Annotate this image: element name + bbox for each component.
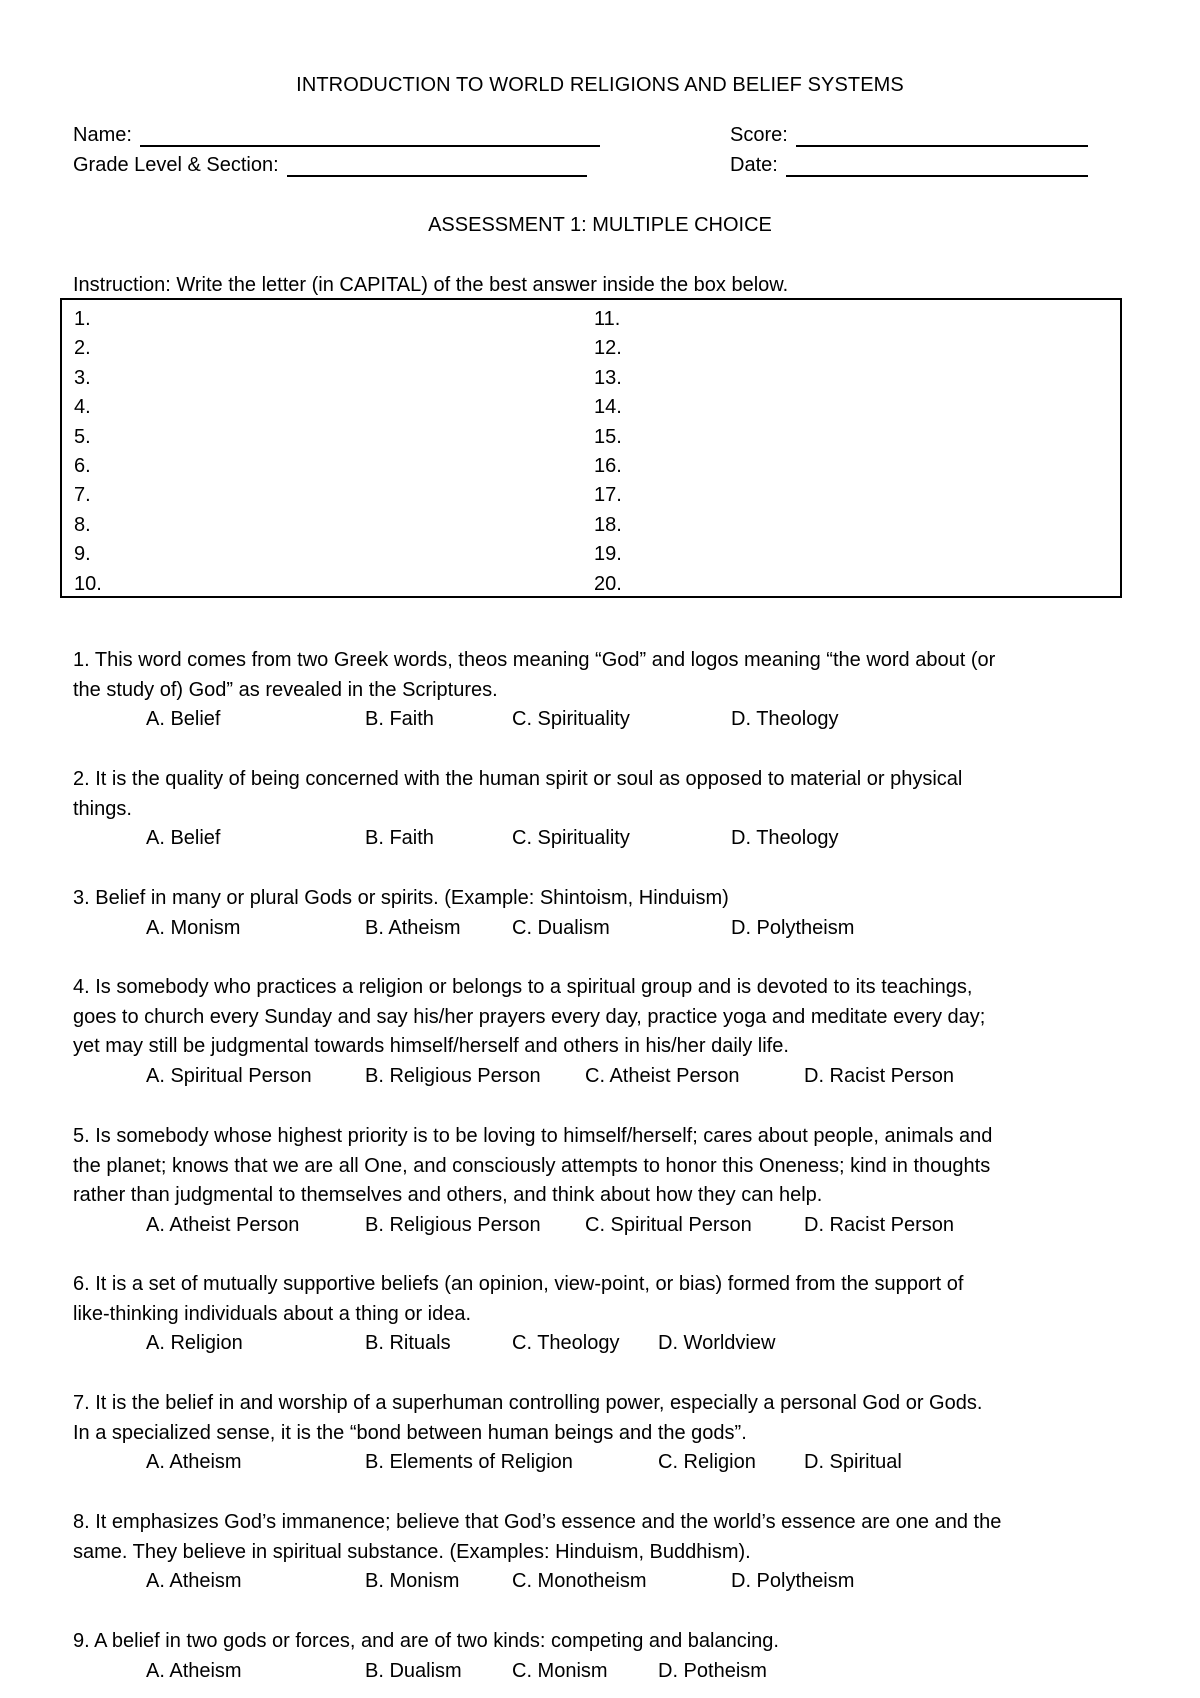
answer-options <box>73 824 1143 854</box>
answer-options <box>73 914 1143 944</box>
question-text: 6. It is a set of mutually supportive beliefs (an opinion, view-point, or bias) formed from the support of <box>73 1273 964 1295</box>
option-a[interactable]: A. Monism <box>146 916 241 939</box>
answer-slot[interactable]: 14. <box>594 396 622 419</box>
date-label: Date: <box>730 154 778 176</box>
option-b[interactable]: B. Religious Person <box>365 1064 541 1087</box>
option-b[interactable]: B. Faith <box>365 708 434 730</box>
assessment-title: ASSESSMENT 1: MULTIPLE CHOICE <box>428 214 772 236</box>
question-1 <box>73 646 1143 735</box>
score-label: Score: <box>730 124 788 146</box>
question-text: In a specialized sense, it is the “bond between human beings and the gods”. <box>73 1421 747 1444</box>
question-text: 2. It is the quality of being concerned with the human spirit or soul as opposed to material or physical <box>73 768 963 790</box>
answer-slot[interactable]: 9. <box>74 543 91 566</box>
question-7 <box>73 1389 1143 1478</box>
answer-slot[interactable]: 8. <box>74 513 91 536</box>
question-text: 5. Is somebody whose highest priority is to be loving to himself/herself; cares about people, animals and <box>73 1125 993 1147</box>
answer-column-left <box>74 305 102 599</box>
answer-slot[interactable]: 12. <box>594 337 622 360</box>
answer-slot[interactable]: 16. <box>594 454 622 477</box>
grade-section-field <box>73 154 587 177</box>
option-a[interactable]: A. Spiritual Person <box>146 1064 312 1087</box>
option-b[interactable]: B. Rituals <box>365 1332 451 1354</box>
question-4 <box>73 973 1143 1091</box>
option-a[interactable]: A. Belief <box>146 827 221 849</box>
option-b[interactable]: B. Elements of Religion <box>365 1451 573 1473</box>
answer-slot[interactable]: 13. <box>594 366 622 389</box>
option-a[interactable]: A. Belief <box>146 708 221 730</box>
date-field <box>730 154 1088 177</box>
option-a[interactable]: A. Atheism <box>146 1659 242 1682</box>
option-d[interactable]: D. Theology <box>731 708 839 730</box>
grade-section-blank[interactable] <box>287 155 587 177</box>
question-text: rather than judgmental to themselves and others, and think about how they can help. <box>73 1184 823 1206</box>
score-field <box>730 124 1088 147</box>
answer-slot[interactable]: 19. <box>594 543 622 566</box>
question-text: the study of) God” as revealed in the Scriptures. <box>73 678 498 701</box>
question-text: 8. It emphasizes God’s immanence; believe that God’s essence and the world’s essence are one and the <box>73 1511 1002 1533</box>
answer-slot[interactable]: 2. <box>74 337 91 360</box>
option-a[interactable]: A. Religion <box>146 1332 243 1354</box>
option-d[interactable]: D. Potheism <box>658 1659 767 1682</box>
answer-options <box>73 1329 1143 1359</box>
option-d[interactable]: D. Spiritual <box>804 1451 902 1473</box>
option-a[interactable]: A. Atheist Person <box>146 1213 300 1236</box>
option-c[interactable]: C. Monotheism <box>512 1570 647 1592</box>
answer-box <box>60 298 1122 598</box>
question-5 <box>73 1122 1143 1240</box>
answer-slot[interactable]: 11. <box>594 308 621 330</box>
option-c[interactable]: C. Spirituality <box>512 827 630 849</box>
question-6 <box>73 1270 1143 1359</box>
instruction-text: Instruction: Write the letter (in CAPITAL) of the best answer inside the box below. <box>73 274 789 296</box>
grade-section-label: Grade Level & Section: <box>73 154 279 176</box>
name-field <box>73 124 600 147</box>
answer-slot[interactable]: 5. <box>74 425 91 448</box>
option-a[interactable]: A. Atheism <box>146 1570 242 1592</box>
option-d[interactable]: D. Racist Person <box>804 1064 955 1087</box>
answer-options <box>73 1448 1143 1478</box>
answer-options <box>73 705 1143 735</box>
date-blank[interactable] <box>786 155 1088 177</box>
answer-slot[interactable]: 6. <box>74 454 91 477</box>
option-d[interactable]: D. Theology <box>731 827 839 849</box>
option-c[interactable]: C. Monism <box>512 1659 608 1682</box>
answer-options <box>73 1062 1143 1092</box>
option-b[interactable]: B. Atheism <box>365 916 461 939</box>
option-b[interactable]: B. Dualism <box>365 1659 462 1682</box>
question-text: same. They believe in spiritual substance. (Examples: Hinduism, Buddhism). <box>73 1540 751 1563</box>
question-2 <box>73 765 1143 854</box>
option-d[interactable]: D. Worldview <box>658 1332 776 1354</box>
option-a[interactable]: A. Atheism <box>146 1451 242 1473</box>
option-c[interactable]: C. Spirituality <box>512 708 630 730</box>
answer-slot[interactable]: 1. <box>74 308 91 330</box>
question-text: 1. This word comes from two Greek words, theos meaning “God” and logos meaning “the word about (or <box>73 649 996 671</box>
question-text: like-thinking individuals about a thing or idea. <box>73 1302 472 1325</box>
answer-options <box>73 1657 1143 1687</box>
answer-column-right <box>594 305 622 599</box>
question-text: yet may still be judgmental towards himself/herself and others in his/her daily life. <box>73 1035 789 1057</box>
question-text: 3. Belief in many or plural Gods or spirits. (Example: Shintoism, Hinduism) <box>73 887 729 909</box>
answer-slot[interactable]: 7. <box>74 484 91 507</box>
option-b[interactable]: B. Monism <box>365 1570 460 1592</box>
option-c[interactable]: C. Atheist Person <box>585 1064 740 1087</box>
option-c[interactable]: C. Spiritual Person <box>585 1213 752 1236</box>
option-c[interactable]: C. Theology <box>512 1332 620 1354</box>
question-text: 7. It is the belief in and worship of a superhuman controlling power, especially a personal God or Gods. <box>73 1392 983 1414</box>
answer-slot[interactable]: 18. <box>594 513 622 536</box>
worksheet-title: INTRODUCTION TO WORLD RELIGIONS AND BELIEF SYSTEMS <box>296 74 904 96</box>
option-d[interactable]: D. Racist Person <box>804 1213 955 1236</box>
option-d[interactable]: D. Polytheism <box>731 1570 855 1592</box>
name-label: Name: <box>73 124 132 146</box>
question-3 <box>73 884 1143 943</box>
question-text: goes to church every Sunday and say his/her prayers every day, practice yoga and meditate every day; <box>73 1005 986 1028</box>
option-d[interactable]: D. Polytheism <box>731 916 855 939</box>
option-b[interactable]: B. Religious Person <box>365 1213 541 1236</box>
question-8 <box>73 1508 1143 1597</box>
answer-slot[interactable]: 3. <box>74 366 91 389</box>
answer-options <box>73 1211 1143 1241</box>
answer-slot[interactable]: 17. <box>594 484 622 507</box>
score-blank[interactable] <box>796 125 1088 147</box>
question-text: things. <box>73 797 132 820</box>
answer-options <box>73 1567 1143 1597</box>
option-c[interactable]: C. Dualism <box>512 916 610 939</box>
answer-slot[interactable]: 15. <box>594 425 622 448</box>
option-b[interactable]: B. Faith <box>365 827 434 849</box>
question-text: 9. A belief in two gods or forces, and are of two kinds: competing and balancing. <box>73 1630 779 1652</box>
answer-slot[interactable]: 4. <box>74 396 91 419</box>
answer-slot[interactable]: 20. <box>594 572 622 595</box>
question-text: 4. Is somebody who practices a religion or belongs to a spiritual group and is devoted to its teachings, <box>73 976 973 998</box>
question-9 <box>73 1627 1143 1686</box>
question-text: the planet; knows that we are all One, and consciously attempts to honor this Oneness; kind in thoughts <box>73 1154 991 1177</box>
option-c[interactable]: C. Religion <box>658 1451 756 1473</box>
name-blank[interactable] <box>140 125 600 147</box>
answer-slot[interactable]: 10. <box>74 572 102 595</box>
